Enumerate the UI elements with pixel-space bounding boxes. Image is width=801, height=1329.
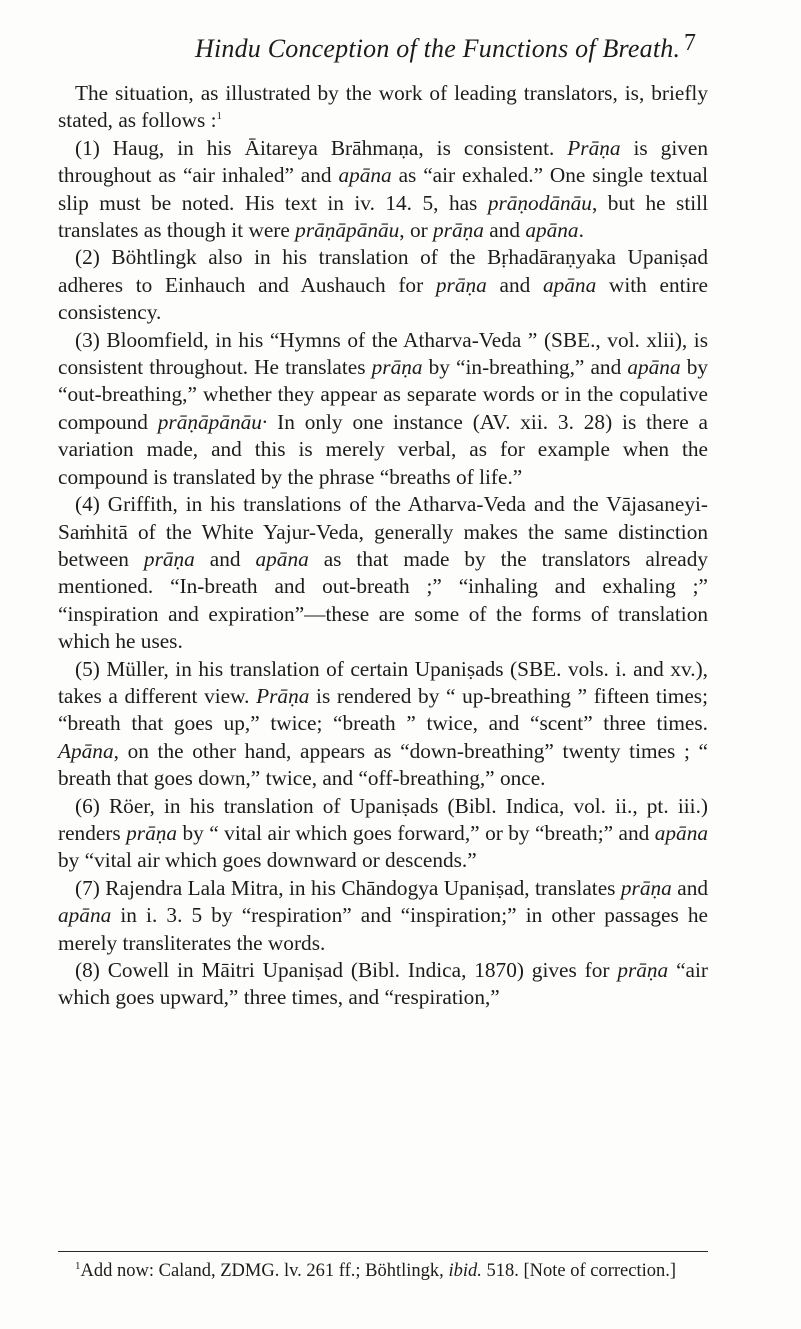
text-run: , or [399, 218, 434, 243]
sanskrit-term: prāṇa [433, 218, 484, 243]
footnote [58, 1260, 708, 1282]
text-run: (2) Böhtlingk also in his translation of the Bṛhadāraṇyaka Upaniṣad adheres to Einhauch and Aushauch for [58, 245, 708, 297]
numbered-paragraph-1 [58, 135, 708, 245]
text-run: and [194, 546, 256, 571]
footnote-marker: 1 [75, 1259, 81, 1272]
sanskrit-term: prāṇa [620, 875, 672, 900]
text-run: “air which goes upward,” three times, and “respiration,” [58, 958, 708, 1010]
sanskrit-term: apāna [338, 163, 392, 188]
numbered-paragraph-7 [58, 875, 708, 957]
numbered-paragraph-5 [58, 656, 708, 793]
sanskrit-term: apāna [542, 272, 597, 297]
sanskrit-term: apāna [654, 820, 708, 845]
text-run: and [483, 218, 526, 243]
footnote-rule [58, 1251, 708, 1252]
running-title: Hindu Conception of the Functions of Breath. [195, 34, 681, 63]
footnote-text: Add now: Caland, ZDMG. lv. 261 ff.; Böhtlingk, [80, 1261, 449, 1281]
text-run: , on the other hand, appears as “down-breathing” twenty times ; “ breath that goes down,” twice, and “off-breathing,” once. [58, 738, 708, 791]
text-run: as that made by the translators already mentioned. “In-breath and out-breath ;” “inhaling and exhaling ;” “inspiration and expiration”—these are some of the forms of translation which he uses. [58, 546, 708, 654]
text-run: by “out-breathing,” whether they appear as separate words or in the copulative compound [58, 355, 708, 434]
text-run: , but he still translates as though it were [58, 190, 708, 243]
sanskrit-term: Prāṇa [256, 683, 310, 708]
text-run: (5) Müller, in his translation of certain Upaniṣads (SBE. vols. i. and xv.), takes a different view. [58, 656, 708, 708]
numbered-paragraph-2 [58, 244, 708, 326]
sanskrit-term: prāṇāpānāu [295, 218, 400, 243]
numbered-paragraph-8 [58, 957, 708, 1012]
text-run: and [671, 875, 708, 900]
sanskrit-term: Apāna [58, 738, 114, 763]
text-run: by “in-breathing,” and [422, 355, 628, 380]
sanskrit-term: apāna [255, 546, 309, 571]
intro-paragraph [58, 80, 708, 135]
text-run: as “air exhaled.” One single textual slip must be noted. His text in iv. 14. 5, has [58, 163, 708, 215]
text-run: is given throughout as “air inhaled” and [58, 135, 708, 188]
text-run: In only one instance (AV. xii. 3. 28) is there a variation made, and this is merely verbal, as for example when the compound is translated by the phrase “breaths of life.” [58, 409, 708, 489]
sanskrit-term: prāṇa [617, 958, 669, 982]
text-run: with entire consistency. [58, 272, 708, 325]
text-run: and [486, 272, 543, 297]
sanskrit-term: apāna [627, 355, 681, 380]
text-run: (3) Bloomfield, in his “Hymns of the Atharva-Veda ” (SBE., vol. xlii), is consistent throughout. He translates [58, 327, 708, 380]
text-run: (7) Rajendra Lala Mitra, in his Chāndogya Upaniṣad, translates [75, 875, 621, 900]
sanskrit-term: prāṇodānāu [487, 190, 592, 215]
sanskrit-term: prāṇāpānāu· [157, 409, 268, 434]
text-run: . [578, 218, 584, 243]
footnote-text-after: 518. [Note of correction.] [481, 1261, 677, 1281]
numbered-paragraph-3 [58, 327, 708, 491]
text-run: (8) Cowell in Māitri Upaniṣad (Bibl. Indica, 1870) gives for [75, 958, 618, 982]
text-run: (6) Röer, in his translation of Upaniṣads (Bibl. Indica, vol. ii., pt. iii.) renders [58, 793, 708, 845]
sanskrit-term: prāṇa [126, 820, 178, 845]
text-run: is rendered by “ up-breathing ” fifteen times; “breath that goes up,” twice; “breath ” twice, and “scent” three times. [58, 683, 708, 736]
text-run: The situation, as illustrated by the work of leading translators, is, briefly stated, as follows : [58, 81, 708, 133]
sanskrit-term: apāna [525, 218, 579, 243]
sanskrit-term: prāṇa [435, 272, 487, 297]
text-run: in i. 3. 5 by “respiration” and “inspiration;” in other passages he merely transliterates the words. [58, 903, 708, 955]
sanskrit-term: prāṇa [143, 546, 195, 571]
footnote-ibid: ibid. [448, 1261, 482, 1281]
numbered-paragraph-4 [58, 491, 708, 655]
sanskrit-term: prāṇa [371, 355, 423, 380]
footnote-ref: 1 [216, 110, 223, 123]
numbered-paragraph-6 [58, 793, 708, 875]
body-text [58, 80, 708, 1012]
sanskrit-term: apāna [58, 903, 112, 928]
text-run: by “ vital air which goes forward,” or by “breath;” and [177, 820, 655, 845]
page-number: 7 [684, 30, 696, 56]
text-run: (4) Griffith, in his translations of the Atharva-Veda and the Vājasaneyi-Saṁhitā of the White Yajur-Veda, generally makes the same distinction between [58, 492, 708, 571]
sanskrit-term: Prāṇa [567, 135, 621, 160]
text-run: (1) Haug, in his Āitareya Brāhmaṇa, is consistent. [75, 135, 568, 160]
text-run: by “vital air which goes downward or descends.” [58, 848, 477, 873]
